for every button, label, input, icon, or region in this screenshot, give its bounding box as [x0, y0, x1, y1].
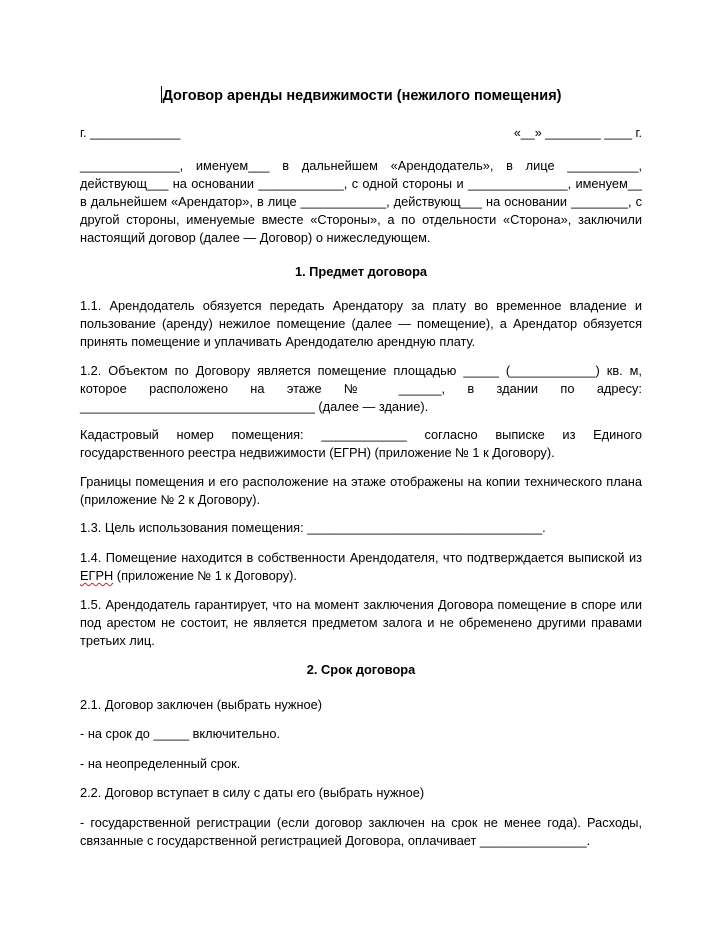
- cadastral-paragraph: Кадастровый номер помещения: ____________ согласно выписке из Единого государственного реестра недвижимости (ЕГРН) (приложение № 1 к Договору).: [80, 427, 642, 460]
- city-field: г. _____________: [80, 126, 181, 140]
- option-state-registration: - государственной регистрации (если договор заключен на срок не менее года). Расходы, связанные с государственной регистрацией Договора, оплачивает _______________.: [80, 815, 642, 848]
- document-page: [80, 0, 642, 948]
- clause-1-3: 1.3. Цель использования помещения: _________________________________.: [80, 520, 546, 535]
- preamble-paragraph: ______________, именуем___ в дальнейшем «Арендодатель», в лице __________, действующ___ на основании ____________, с одной стороны и ______________, именуем__ в дальнейшем «Арендатор», в лице ____________, действующ___ на основании ________, с другой стороны, именуемые вместе «Стороны», а по отдельности «Сторона», заключили настоящий договор (далее — Договор) о нижеследующем.: [80, 158, 642, 245]
- document-title-text: Договор аренды недвижимости (нежилого помещения): [162, 88, 562, 104]
- option-indefinite-term: - на неопределенный срок.: [80, 756, 241, 771]
- boundaries-paragraph: Границы помещения и его расположение на этаже отображены на копии технического плана (приложение № 2 к Договору).: [80, 474, 642, 507]
- option-fixed-term: - на срок до _____ включительно.: [80, 726, 281, 741]
- date-field: «__» ________ ____ г.: [513, 126, 642, 140]
- clause-1-4-text-start: 1.4. Помещение находится в собственности Арендодателя, что подтверждается выпиской из: [80, 550, 642, 565]
- place-date-line: [80, 125, 642, 141]
- section-2-heading: 2. Срок договора: [306, 662, 416, 677]
- clause-1-4: [80, 549, 642, 585]
- clause-1-2: 1.2. Объектом по Договору является помещение площадью _____ (____________) кв. м, которое расположено на этаже № ______, в здании по адресу: _________________________________ (далее — здание).: [80, 363, 642, 414]
- clause-2-1: 2.1. Договор заключен (выбрать нужное): [80, 697, 323, 712]
- spellcheck-marked-word: ЕГРН: [80, 568, 114, 583]
- clause-2-2: 2.2. Договор вступает в силу с даты его (выбрать нужное): [80, 785, 425, 800]
- clause-1-5: 1.5. Арендодатель гарантирует, что на момент заключения Договора помещение в споре или под арестом не состоит, не является предметом залога и не обременено другими правами третьих лиц.: [80, 597, 642, 648]
- clause-1-4-text-end: (приложение № 1 к Договору).: [113, 568, 297, 583]
- section-1-heading: 1. Предмет договора: [294, 264, 428, 279]
- text-cursor: [161, 86, 162, 103]
- clause-1-1: 1.1. Арендодатель обязуется передать Арендатору за плату во временное владение и пользование (аренду) нежилое помещение (далее — помещение), а Арендатор обязуется принять помещение и уплачивать Арендодателю арендную плату.: [80, 298, 642, 349]
- document-title: [80, 86, 642, 105]
